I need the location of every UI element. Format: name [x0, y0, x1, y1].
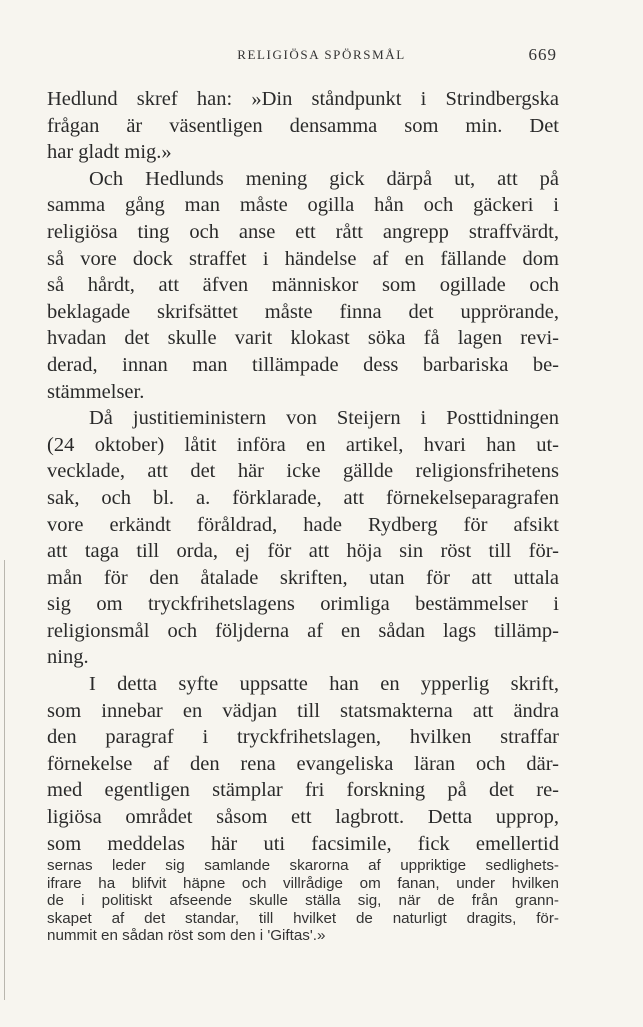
page-number: 669: [528, 45, 557, 64]
text-line: ning.: [47, 646, 89, 669]
text-line: så hårdt, att äfven människor som ogillade och: [47, 274, 559, 297]
text-line: Då justitieministern von Steijern i Posttidningen: [89, 407, 559, 430]
text-line: Hedlund skref han: »Din ståndpunkt i Strindbergska: [47, 88, 559, 110]
footnote-line: de i politiskt afseende skulle ställa sig, när de från grann-: [47, 892, 559, 910]
text-line: samma gång man måste ogilla hån och gäckeri i: [47, 194, 559, 217]
text-line: sak, och bl. a. förklarade, att förnekelseparagrafen: [47, 486, 559, 509]
text-line: religionsmål och följderna af en sådan lags tillämp-: [47, 619, 559, 642]
footnote-line: skapet af det standar, till hvilket de naturligt dragits, för-: [47, 909, 559, 927]
text-line: förnekelse af den rena evangeliska läran och där-: [47, 752, 559, 775]
text-line: som meddelas här uti facsimile, fick emellertid: [47, 832, 559, 855]
text-line: Och Hedlunds mening gick därpå ut, att på: [89, 167, 559, 190]
footnote-text: [47, 857, 559, 945]
text-line: religiösa ting och anse ett rått angrepp straffvärdt,: [47, 220, 559, 243]
footnote-line: nummit en sådan röst som den i 'Giftas'.»: [47, 927, 326, 945]
text-line: vecklade, att det här icke gällde religionsfrihetens: [47, 460, 559, 483]
text-line: frågan är väsentligen densamma som min. Det: [47, 114, 559, 137]
text-line: vore erkändt föråldrad, hade Rydberg för afsikt: [47, 513, 559, 536]
footnote-line: ifrare ha blifvit häpne och villrådige om fanan, under hvilken: [47, 874, 559, 892]
running-header: [0, 47, 643, 67]
text-line: sig om tryckfrihetslagens orimliga bestämmelser i: [47, 593, 559, 616]
text-line: den paragraf i tryckfrihetslagen, hvilken straffar: [47, 726, 559, 749]
text-line: med egentligen stämplar fri forskning på det re-: [47, 779, 559, 802]
text-line: mån för den åtalade skriften, utan för att uttala: [47, 566, 559, 589]
text-line: beklagade skrifsättet måste finna det upprörande,: [47, 300, 559, 323]
text-line: stämmelser.: [47, 380, 145, 403]
text-line: har gladt mig.»: [47, 141, 172, 164]
text-line: hvadan det skulle varit klokast söka få lagen revi-: [47, 327, 559, 350]
text-line: I detta syfte uppsatte han en ypperlig skrift,: [89, 673, 559, 696]
running-title: RELIGIÖSA SPÖRSMÅL: [237, 47, 406, 62]
text-line: som innebar en vädjan till statsmakterna att ändra: [47, 699, 559, 722]
main-text: [47, 86, 559, 857]
text-line: ligiösa området såsom ett lagbrott. Detta upprop,: [47, 806, 559, 829]
text-line: derad, innan man tillämpade dess barbariska be-: [47, 353, 559, 376]
text-line: (24 oktober) låtit införa en artikel, hvari han ut-: [47, 433, 559, 456]
footnote-line: sernas leder sig samlande skarorna af uppriktige sedlighets-: [47, 857, 559, 874]
page-edge-shadow: [4, 560, 5, 1000]
text-line: så vore dock straffet i händelse af en fällande dom: [47, 247, 559, 270]
text-line: att taga till orda, ej för att höja sin röst till för-: [47, 540, 559, 563]
